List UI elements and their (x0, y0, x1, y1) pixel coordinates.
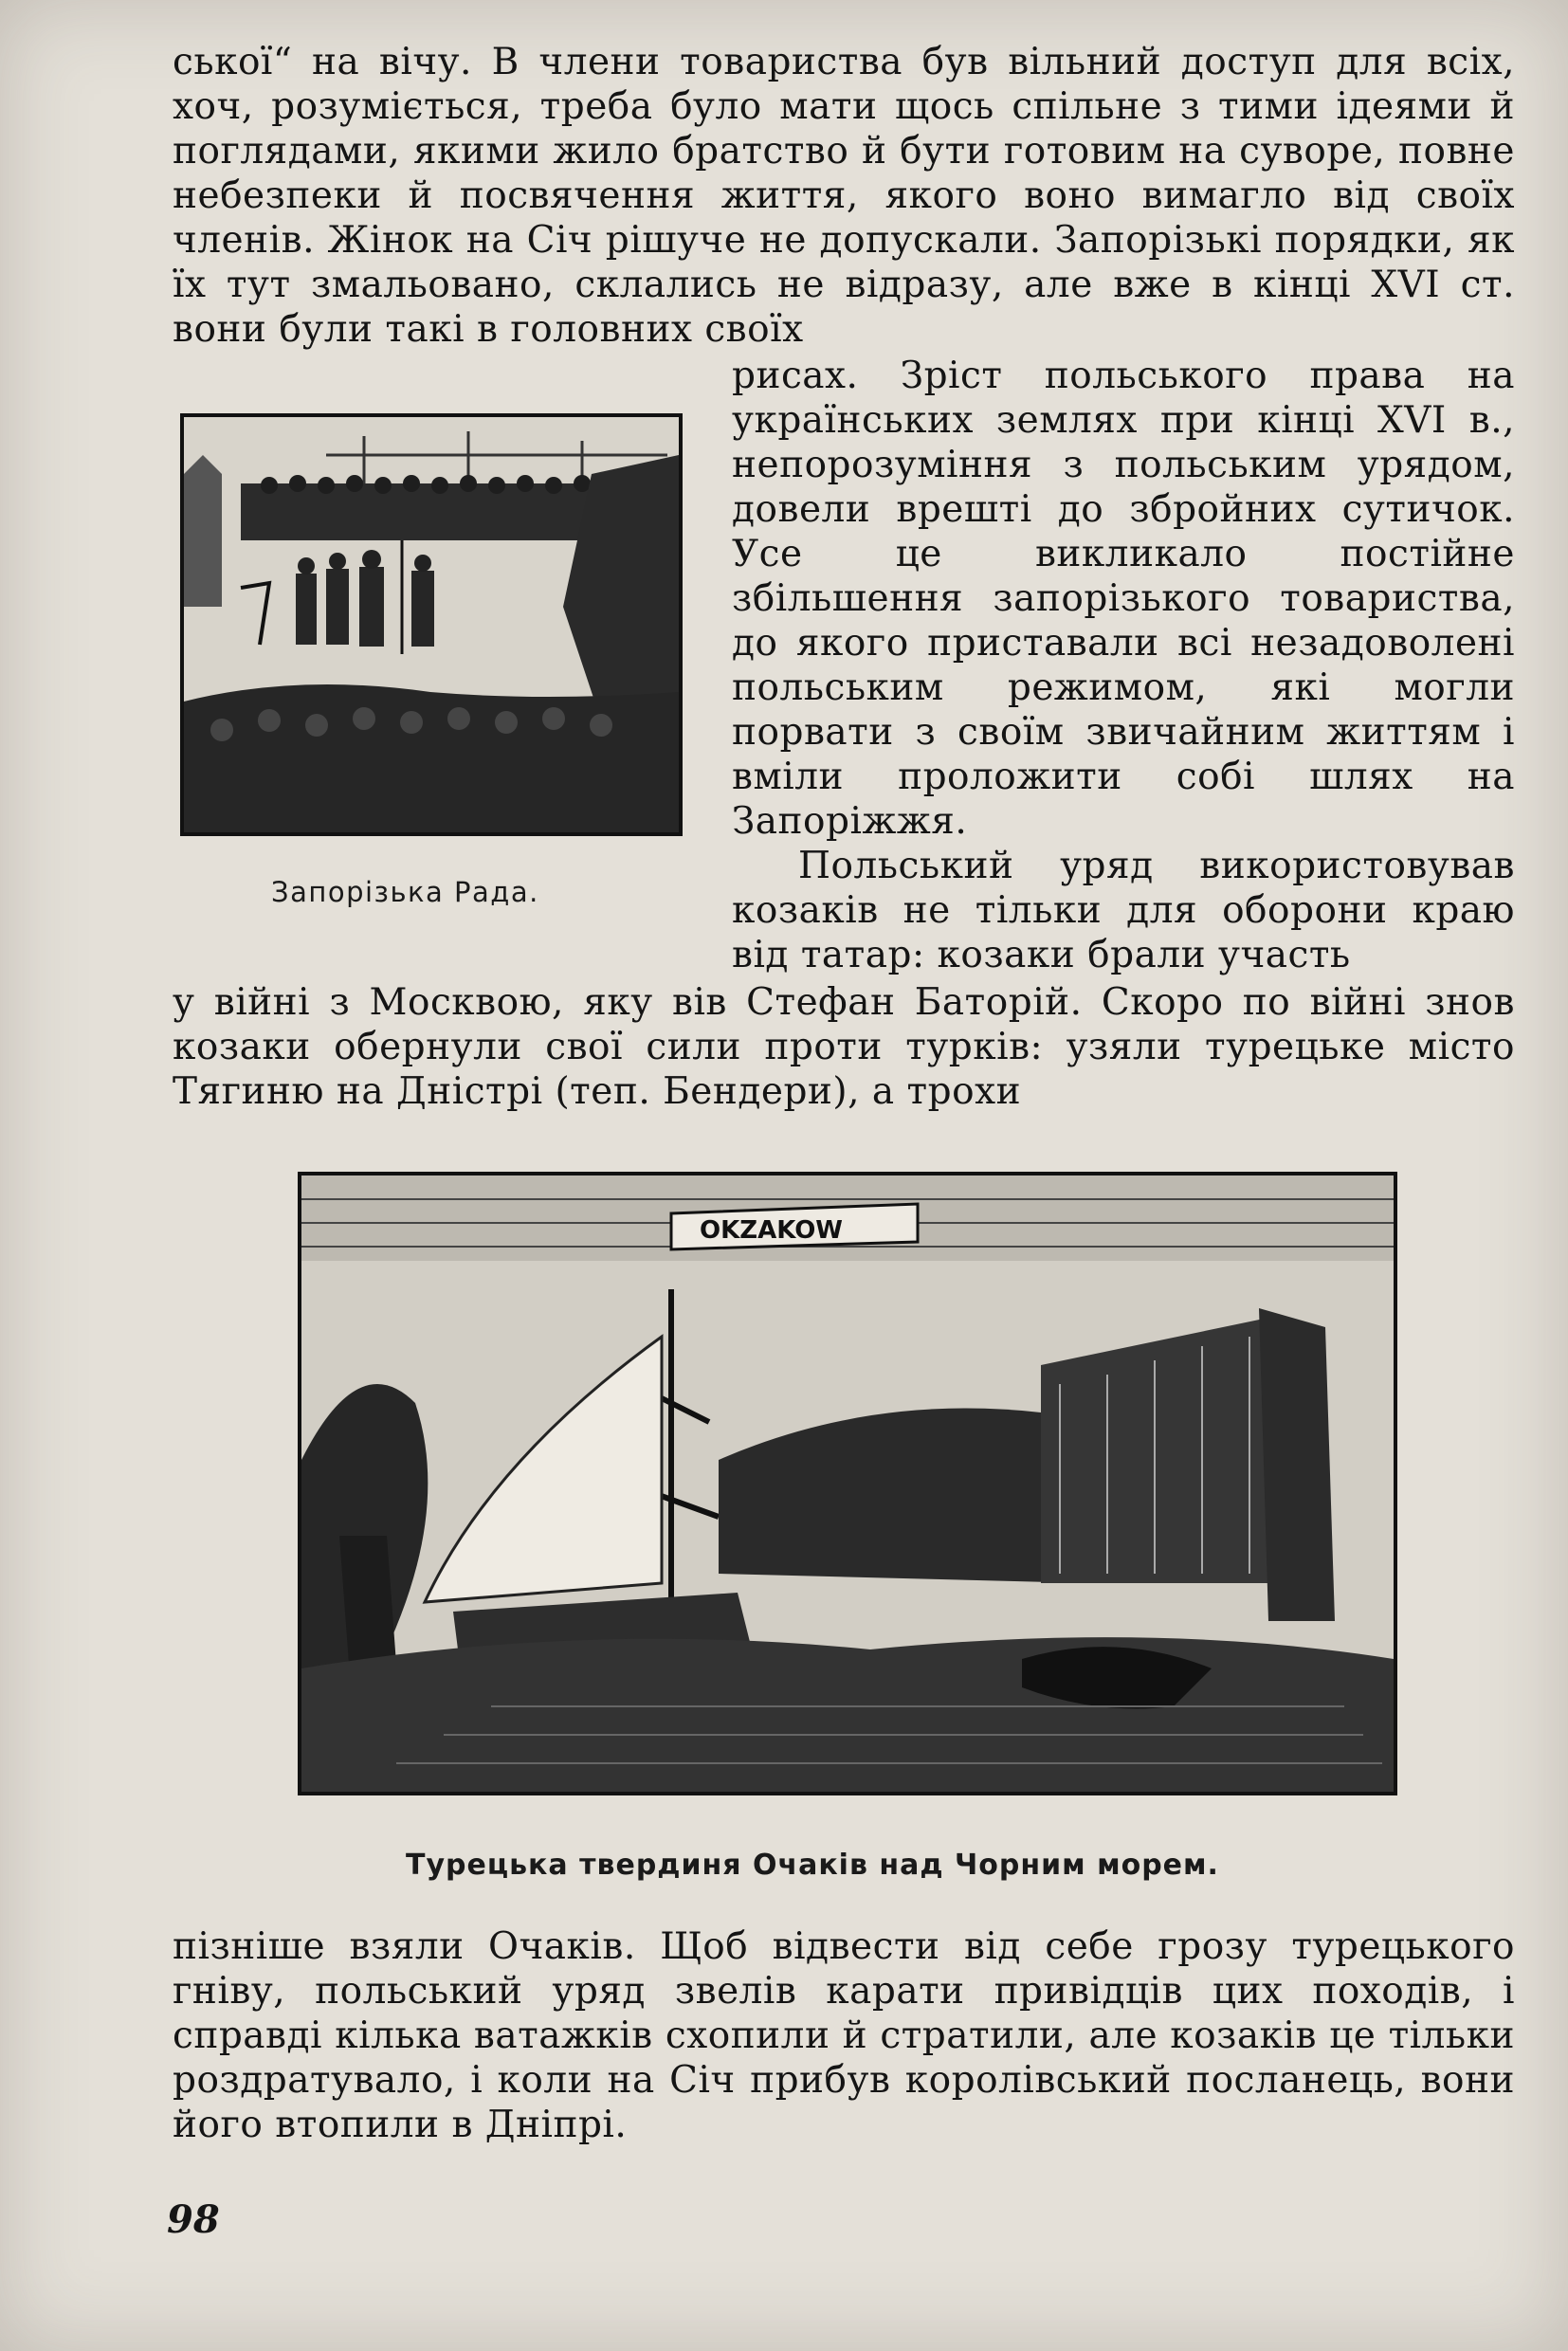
paragraph-text: пізніше взяли Очаків. Щоб відвести від себе грозу турецького гніву, польський уряд звелів карати привідців цих походів, і справді кілька ватажків схопили й стратили, але козаків це тільки роздратувало, і коли на Січ прибув королівський посланець, вони його втопили в Дніпрі. (173, 1925, 1515, 2146)
paragraph-text: Польський уряд використовував козаків не тільки для оборони краю від татар: козаки брали участь (732, 845, 1515, 976)
ochakiv-fortress-engraving (298, 1172, 1397, 1795)
figure-caption-rada: Запорізька Рада. (271, 876, 539, 908)
paragraph-text: рисах. Зріст польського права на українських землях при кінці XVI в., непорозуміння з польським урядом, довели врешті до збройних сутичок. Усе це викликало постійне збільшення запорізького товариства, до якого приставали всі незадоволені польським режимом, які могли порвати з своїм звичайним життям і вміли проложити собі шлях на Запоріжжя. (732, 355, 1515, 843)
paragraph-text: ської“ на вічу. В члени товариства був вільний доступ для всіх, хоч, розуміється, треба було мати щось спільне з тими ідеями й поглядами, якими жило братство й бути готовим на суворе, повне небезпеки й посвячення життя, якого воно вимагло від своїх членів. Жінок на Січ рішуче не допускали. Запорізькі порядки, як їх тут змальовано, склались не відразу, але вже в кінці XVI ст. вони були такі в головних своїх (173, 41, 1515, 351)
figure-caption-ochakiv: Турецька твердиня Очаків над Чорним морем. (406, 1849, 1219, 1882)
zaporizhian-council-engraving (180, 413, 683, 836)
engraving-fortress-icon (301, 1176, 1394, 1792)
paragraph-continued (173, 980, 1515, 1114)
paragraph-top (173, 40, 1515, 352)
engraving-council-icon (184, 417, 679, 832)
page-number: 98 (167, 2197, 220, 2242)
banner-text: OKZAKOW (700, 1216, 843, 1245)
paragraph-text: у війні з Москвою, яку вів Стефан Баторій. Скоро по війні знов козаки обернули свої сили проти турків: узяли турецьке місто Тягиню на Дністрі (теп. Бендери), а трохи (173, 981, 1515, 1113)
paragraph-bottom (173, 1924, 1515, 2147)
paragraph-right (732, 354, 1515, 977)
